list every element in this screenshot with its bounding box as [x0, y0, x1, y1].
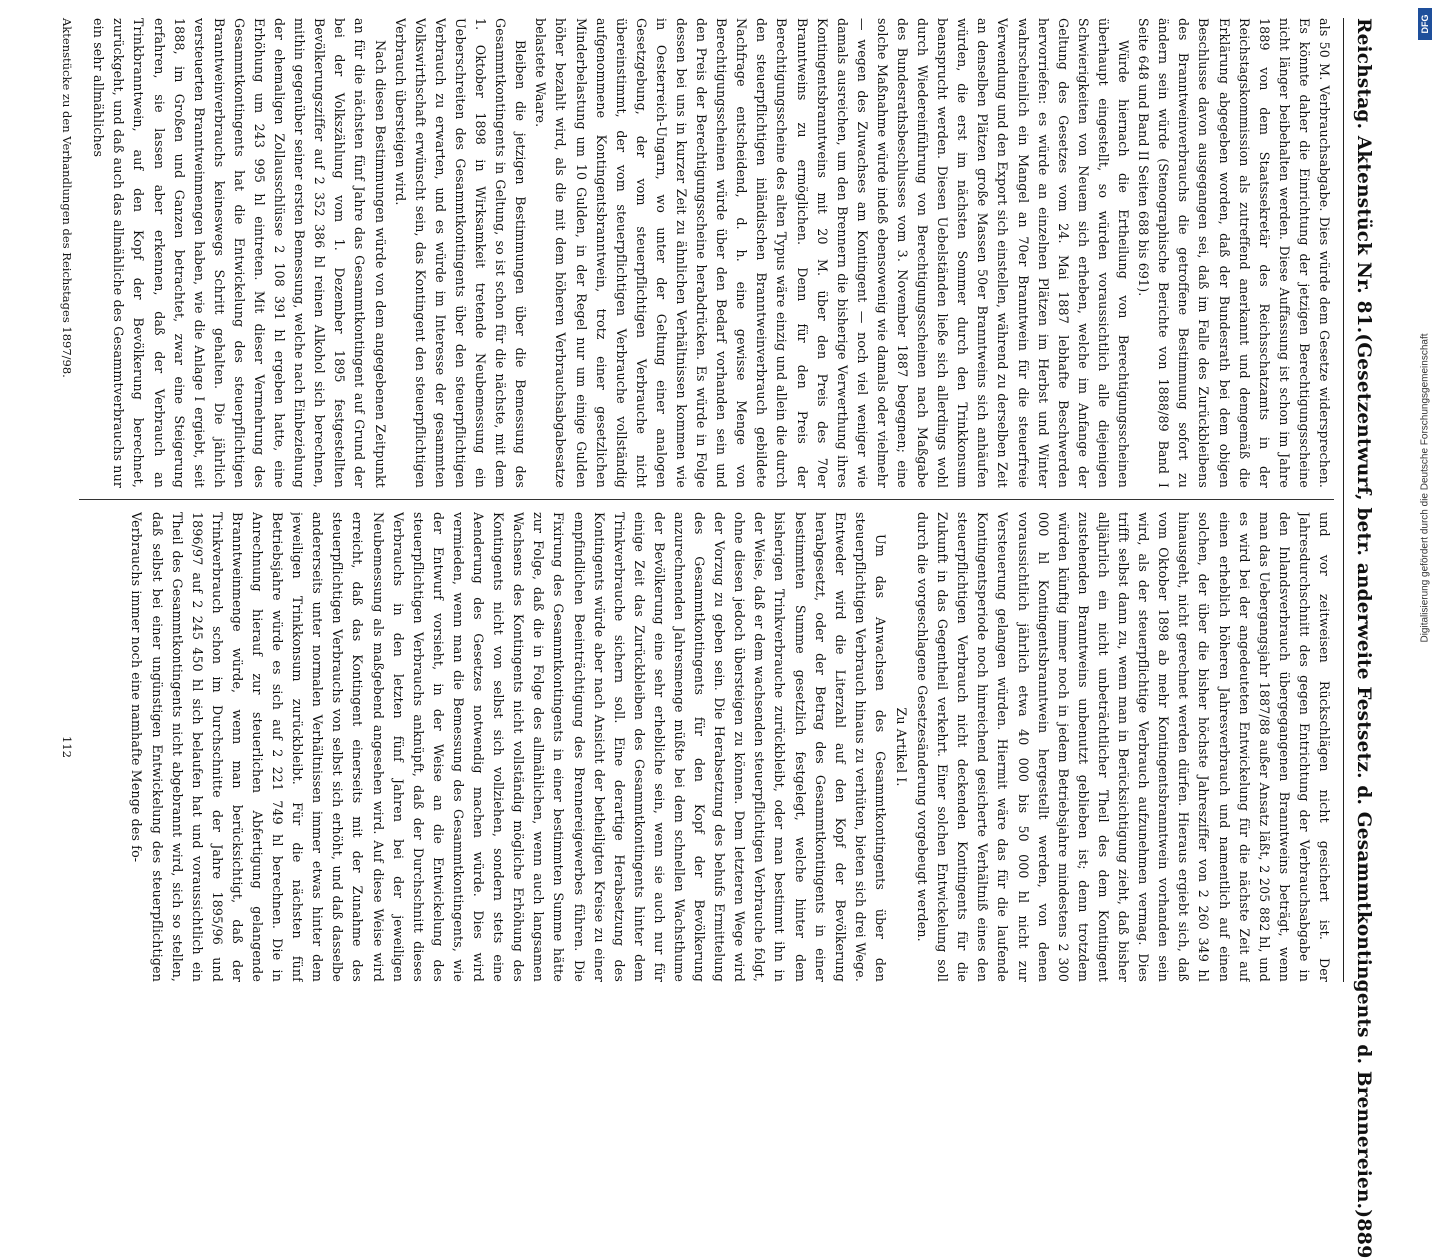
- digitization-credit: Digitalisierung gefördert durch die Deutsche Forschungsgemeinschaft: [1419, 333, 1431, 643]
- document-page: [30, 12, 1390, 1259]
- paragraph: als 50 M. Verbrauchsabgabe. Dies würde dem Gesetze widersprechen. Es könnte daher die Einrichtung der jetzigen Berechtigungsscheine nicht länger beibehalten werden. Diese Auffassung ist schon im Jahre 1889 von dem Staatssekretär des Reichsschatzamts in der Reichstagskommission als zutreffend anerkannt und demgemäß die Erklärung abgegeben worden, daß der Bundesrath bei dem obigen Beschlusse davon ausgegangen sei, daß im Falle des Zurückbleibens des Branntweinverbrauchs die getroffene Bestimmung sofort zu ändern sein würde (Stenographische Berichte von 1888/89 Band I Seite 648 und Band II Seiten 688 bis 691).: [1136, 18, 1332, 488]
- text-column-left: [79, 18, 1334, 488]
- text-column-right: [79, 512, 1334, 982]
- header-left: Reichstag. Aktenstück Nr. 81.: [1353, 18, 1375, 334]
- dfg-logo-text: DFG: [1420, 14, 1430, 34]
- paragraph: und vor zeitweisen Rückschlägen nicht gesichert ist. Der Jahresdurchschnitt des gegen Entrichtung der Verbrauchsabgabe in den Inlandsverbrauch übergegangenen Branntweins beträgt, wenn man das Uebergangsjahr 1887/88 außer Ansatz läßt, 2 205 882 hl, und es wird bei der angedeuteten Entwickelung für die nächste Zeit auf einen erheblich höheren Jahresverbrauch und namentlich auf einen solchen, der über die bisher höchste Jahresziffer von 2 260 349 hl hinausgeht, nicht gerechnet werden dürfen. Hieraus ergiebt sich, daß vom Oktober 1898 ab mehr Kontingentsbranntwein vorhanden sein wird, als der steuerpflichtige Verbrauch aufzunehmen vermag. Dies trifft selbst dann zu, wenn man in Berücksichtigung zieht, daß bisher alljährlich ein nicht unbeträchtlicher Theil des dem Kontingent zustehenden Branntweins unbenutzt geblieben ist; denn trotzdem würden künftig immer noch in jedem Betriebsjahre mindestens 2 300 000 hl Kontingentsbranntwein hergestellt werden, von denen voraussichtlich jährlich etwa 40 000 bis 50 000 hl nicht zur Versteuerung gelangen würden. Hiermit wäre das für die laufende Kontingentsperiode noch hinreichend gesicherte Verhältniß eines den steuerpflichtigen Verbrauch nicht deckenden Kontingents für die Zukunft in das Gegentheil verkehrt. Einer solchen Entwickelung soll durch die vorgeschlagene Gesetzesänderung vorgebeugt werden.: [915, 512, 1332, 982]
- header-middle: (Gesetzentwurf, betr. anderweite Festsetz. d. Gesammtkontingents d. Brennereien.): [1353, 333, 1375, 1219]
- dfg-logo: [1418, 8, 1432, 40]
- footnote: Aktenstücke zu den Verhandlungen des Reichstages 1897/98.: [60, 18, 74, 378]
- running-header: [1343, 18, 1384, 1259]
- digitization-stamp: [1418, 8, 1432, 998]
- page-number: 889: [1353, 1218, 1375, 1259]
- paragraph: Nach diesen Bestimmungen würde von dem angegebenen Zeitpunkt an für die nächsten fünf Jahre das Gesammtkontingent auf Grund der bei der Volkszählung vom 1. Dezember 1895 festgestellten Bevölkerungsziffer auf 2 352 386 hl reinen Alkohol sich berechnen, mithin gegenüber seiner ersten Bemessung, welche nach Einbeziehung der ehemaligen Zollausschlüsse 2 108 391 hl ergeben hatte, eine Erhöhung um 243 995 hl eintreten. Mit dieser Vermehrung des Gesammtkontingents hat die Entwickelung des steuerpflichtigen Branntweinverbrauchs keineswegs Schritt gehalten. Die jährlich versteuerten Branntweinmengen haben, wie die Anlage I ergiebt, seit 1888, im Großen und Ganzen betrachtet, zwar eine Steigerung erfahren, sie lassen aber erkennen, daß der Verbrauch an Trinkbranntwein, auf den Kopf der Bevölkerung berechnet, zurückgeht, und daß auch das allmähliche des Gesammtverbrauchs nur ein sehr allmähliches: [91, 18, 388, 488]
- paragraph: Um das Anwachsen des Gesammtkontingents über den steuerpflichtigen Verbrauch hinaus zu verhüten, bieten sich drei Wege. Entweder wird die Literzahl auf den Kopf der Bevölkerung herabgesetzt, oder der Betrag des Gesammtkontingents in einer bestimmten Summe gesetzlich festgelegt, welche hinter dem bisherigen Trinkverbrauche zurückbleibt, oder man bestimmt ihn in der Weise, daß er dem wachsenden steuerpflichtigen Verbrauche folgt, ohne diesen jedoch übersteigen zu können. Dem letzteren Wege wird der Vorzug zu geben sein. Die Herabsetzung des behufs Ermittelung des Gesammtkontingents für den Kopf der Bevölkerung anzurechnenden Jahresmenge müßte bei dem schnellen Wachsthume der Bevölkerung eine sehr erhebliche sein, wenn sie auch nur für einige Zeit das Zurückbleiben des Gesammtkontingents hinter dem Trinkverbrauche sichern soll. Eine derartige Herabsetzung des Kontingents würde aber nach Ansicht der betheiligten Kreise zu einer empfindlichen Beeinträchtigung des Brennereigewerbes führen. Die Fixirung des Gesammtkontingents in einer bestimmten Summe hätte zur Folge, daß die in Folge des allmählichen, wenn auch langsamen Wachsens des Kontingents nicht vollständig mögliche Erhöhung des Kontingents nicht von selbst sich vollziehen, sondern stets eine Aenderung des Gesetzes notwendig machen würde. Dies wird vermieden, wenn man die Bemessung des Gesammtkontingents, wie der Entwurf vorsieht, in der Weise an die Entwickelung des steuerpflichtigen Verbrauchs anknüpft, daß der Durchschnitt dieses Verbrauchs in den letzten fünf Jahren bei der jeweiligen Neubemessung als maßgebend angesehen wird. Auf diese Weise wird erreicht, daß das Kontingent einerseits mit der Zunahme des steuerpflichtigen Verbrauchs von selbst sich erhöht, und daß dasselbe andererseits unter normalen Verhältnissen immer etwas hinter dem jeweiligen Trinkkonsum zurückbleibt. Für die nächsten fünf Betriebsjahre würde es sich auf 2 221 749 hl berechnen. Die in Anrechnung hierauf zur steuerlichen Abfertigung gelangende Branntweinmenge würde, wenn man berücksichtigt, daß der Trinkverbrauch schon im Durchschnitte der Jahre 1895/96 und 1896/97 auf 2 245 450 hl sich belaufen hat und voraussichtlich ein Theil des Gesammtkontingents nicht abgebrannt wird, sich so stellen, daß selbst bei einer ungünstigen Entwickelung des steuerpflichtigen Verbrauchs immer noch eine namhafte Menge des fo-: [129, 512, 888, 982]
- section-heading: Zu Artikel I.: [894, 707, 910, 787]
- sheet-number: 112: [60, 736, 74, 758]
- paragraph: Würde hiernach die Ertheilung von Berechtigungsscheinen überhaupt eingestellt, so würden voraussichtlich alle diejenigen Schwierigkeiten von Neuem sich erheben, welche im Anfange der Geltung des Gesetzes vom 24. Mai 1887 lebhafte Beschwerden hervorriefen: es würde an einzelnen Plätzen im Herbst und Winter wahrscheinlich ein Mangel an 70er Branntwein für die steuerfreie Verwendung und den Export sich einstellen, während zu derselben Zeit an denselben Plätzen große Massen 50er Branntweins sich anhäufen würden, die erst im nächsten Sommer durch den Trinkkonsum beansprucht werden. Diesen Uebelständen ließe sich allerdings wohl durch Wiedereinführung von Berechtigungsscheinen nach Maßgabe des Bundesrathsbeschlusses vom 3. November 1887 begegnen; eine solche Maßnahme würde indeß ebensowenig wie damals oder vielmehr — wegen des Zuwachses am Kontingent — noch viel weniger wie damals ausreichen, um den Brennern die bisherige Verwerthung ihres Kontingentsbranntweins mit 20 M. über den Preis des 70er Branntweins zu ermöglichen. Denn für den Preis der Berechtigungsscheine des alten Typus wäre einzig und allein die durch den steuerpflichtigen inländischen Branntweinverbrauch gebildete Nachfrage entscheidend, d. h. eine gewisse Menge von Berechtigungsscheinen würde über den Bedarf vorhanden sein und den Preis der Berechtigungsscheine herabdrücken. Es würde in Folge dessen bei uns in kurzer Zeit zu ähnlichen Verhältnissen kommen wie in Oesterreich-Ungarn, wo unter der Geltung einer analogen Gesetzgebung, der vom steuerpflichtigen Verbrauche nicht übereinstimmt, der vom steuerpflichtigen Verbrauche vollständig aufgenommene Kontingentsbranntwein, trotz einer gesetzlichen Minderbelastung um 10 Gulden, in der Regel nur um einige Gulden höher bezahlt wird, als die mit dem höheren Verbrauchsabgabesatze belastete Waare.: [533, 18, 1132, 488]
- paragraph: Bleiben die jetzigen Bestimmungen über die Bemessung des Gesammtkontingents in Geltung, so ist schon für die nächste, mit dem 1. Oktober 1898 in Wirksamkeit tretende Neubemessung ein Ueberschreiten des Gesammtkontingents über den steuerpflichtigen Verbrauch zu erwarten, und es würde im Interesse der gesammten Volkswirthschaft erwünscht sein, das Kontingent den steuerpflichtigen Verbrauch übersteigen wird.: [392, 18, 529, 488]
- column-divider: [79, 499, 1334, 500]
